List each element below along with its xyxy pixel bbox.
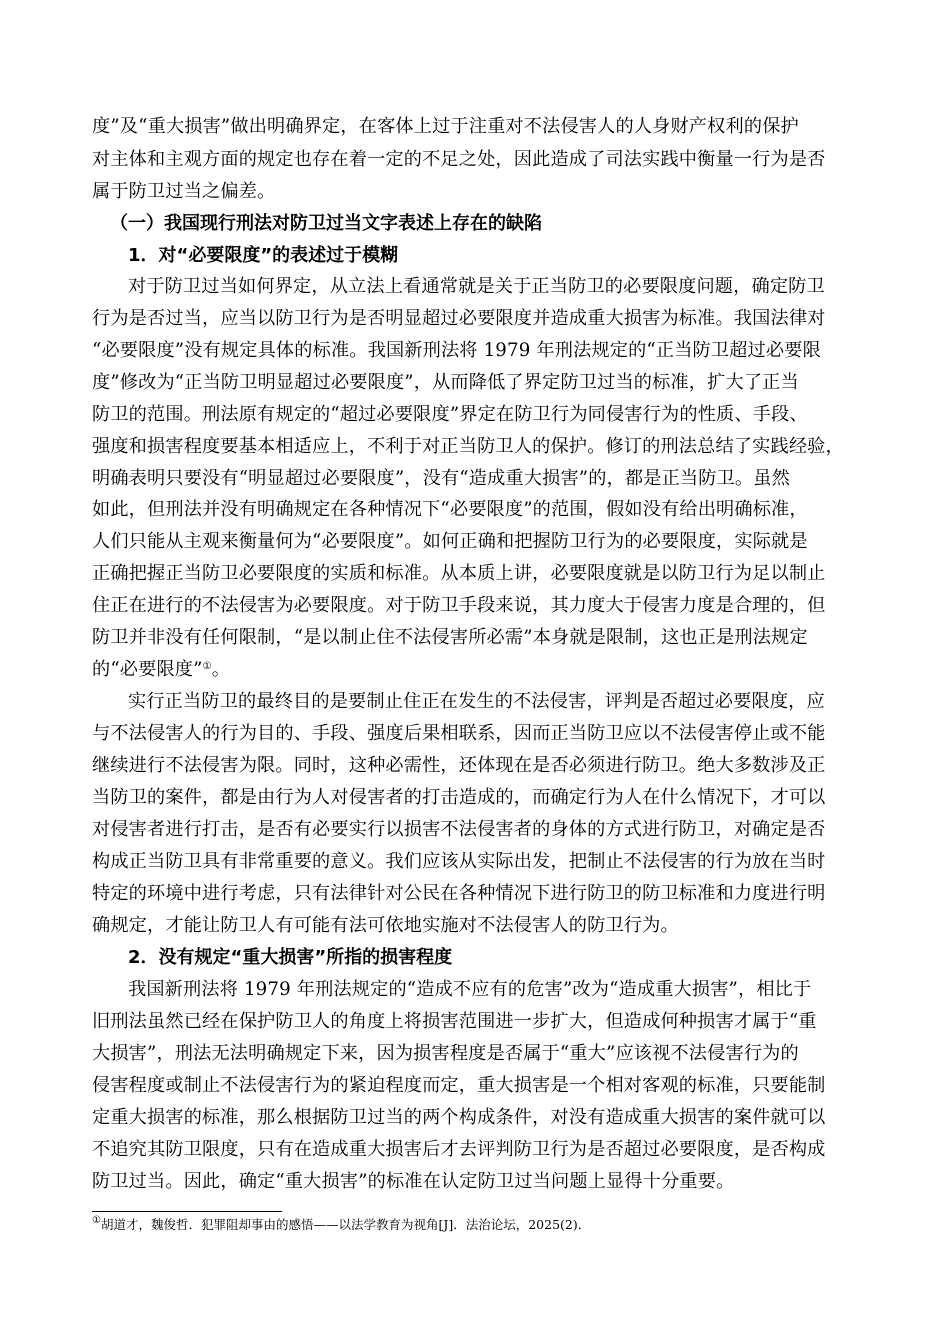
- subsection-heading: 2．没有规定“重大损害”所指的损害程度: [128, 947, 453, 968]
- body-text-line: 定重大损害的标准，那么根据防卫过当的两个构成条件，对没有造成重大损害的案件就可以: [92, 1107, 826, 1128]
- body-text-line: 防卫的范围。刑法原有规定的“超过必要限度”界定在防卫行为同侵害行为的性质、手段、: [92, 404, 808, 425]
- body-text-line: 构成正当防卫具有非常重要的意义。我们应该从实际出发，把制止不法侵害的行为放在当时: [92, 851, 826, 872]
- body-text-line: 特定的环境中进行考虑，只有法律针对公民在各种情况下进行防卫的防卫标准和力度进行明: [92, 883, 826, 904]
- body-text-line: 大损害”，刑法无法明确规定下来，因为损害程度是否属于“重大”应该视不法侵害行为的: [92, 1043, 799, 1064]
- subsection-heading: 1．对“必要限度”的表述过于模糊: [128, 245, 399, 266]
- body-text-line: 我国新刑法将 1979 年刑法规定的“造成不应有的危害”改为“造成重大损害”，相比于: [128, 979, 812, 1000]
- body-text-line: 对侵害者进行打击，是否有必要实行以损害不法侵害者的身体的方式进行防卫，对确定是否: [92, 819, 826, 840]
- section-heading: （一）我国现行刑法对防卫过当文字表述上存在的缺陷: [110, 213, 542, 234]
- footnote-separator: [92, 1211, 282, 1212]
- body-text-line: 与不法侵害人的行为目的、手段、强度后果相联系，因而正当防卫应以不法侵害停止或不能: [92, 723, 826, 744]
- body-text-line: 如此，但刑法并没有明确规定在各种情况下“必要限度”的范围，假如没有给出明确标准，: [92, 499, 808, 520]
- body-text-line: 旧刑法虽然已经在保护防卫人的角度上将损害范围进一步扩大，但造成何种损害才属于“重: [92, 1011, 817, 1032]
- body-text-line: 属于防卫过当之偏差。: [92, 181, 276, 202]
- body-text-segment: 的“必要限度”: [92, 659, 203, 680]
- body-text-line: 确规定，才能让防卫人有可能有法可依地实施对不法侵害人的防卫行为。: [92, 915, 679, 936]
- body-text-line: 当防卫的案件，都是由行为人对侵害者的打击造成的，而确定行为人在什么情况下，才可以: [92, 787, 826, 808]
- body-text-segment: 。: [211, 659, 231, 680]
- body-text-line: 度”修改为“正当防卫明显超过必要限度”，从而降低了界定防卫过当的标准，扩大了正当: [92, 372, 799, 393]
- body-text-line: 实行正当防卫的最终目的是要制止住正在发生的不法侵害，评判是否超过必要限度，应: [128, 691, 825, 712]
- body-text-line: 对于防卫过当如何界定，从立法上看通常就是关于正当防卫的必要限度问题，确定防卫: [128, 276, 825, 297]
- footnote-marker: ①: [92, 1215, 101, 1226]
- body-text-line: [92, 657, 870, 683]
- body-text-line: 侵害程度或制止不法侵害行为的紧迫程度而定，重大损害是一个相对客观的标准，只要能制: [92, 1075, 826, 1096]
- footnote-reference[interactable]: ①: [202, 661, 212, 672]
- body-text-line: 不追究其防卫限度，只有在造成重大损害后才去评判防卫行为是否超过必要限度，是否构成: [92, 1139, 826, 1160]
- body-text-line: “必要限度”没有规定具体的标准。我国新刑法将 1979 年刑法规定的“正当防卫超过必要限: [92, 340, 821, 361]
- body-text-line: 度”及“重大损害”做出明确界定，在客体上过于注重对不法侵害人的人身财产权利的保护: [92, 116, 799, 137]
- body-text-line: 防卫过当。因此，确定“重大损害”的标准在认定防卫过当问题上显得十分重要。: [92, 1171, 735, 1192]
- body-text-line: 住正在进行的不法侵害为必要限度。对于防卫手段来说，其力度大于侵害力度是合理的，但: [92, 595, 826, 616]
- footnote-text: 胡道才，魏俊哲．犯罪阻却事由的感悟——以法学教育为视角[J]．法治论坛，2025(2)．: [100, 1217, 591, 1232]
- body-text-line: 明确表明只要没有“明显超过必要限度”，没有“造成重大损害”的，都是正当防卫。虽然: [92, 468, 790, 489]
- body-text-line: 对主体和主观方面的规定也存在着一定的不足之处，因此造成了司法实践中衡量一行为是否: [92, 149, 826, 170]
- footnote: [92, 1216, 590, 1234]
- body-text-line: 行为是否过当，应当以防卫行为是否明显超过必要限度并造成重大损害为标准。我国法律对: [92, 308, 826, 329]
- body-text-line: 强度和损害程度要基本相适应上，不利于对正当防卫人的保护。修订的刑法总结了实践经验，: [92, 436, 844, 457]
- body-text-line: 防卫并非没有任何限制，“是以制止住不法侵害所必需”本身就是限制，这也正是刑法规定: [92, 627, 808, 648]
- body-text-line: 正确把握正当防卫必要限度的实质和标准。从本质上讲，必要限度就是以防卫行为足以制止: [92, 563, 826, 584]
- body-text-line: 人们只能从主观来衡量何为“必要限度”。如何正确和把握防卫行为的必要限度，实际就是: [92, 531, 808, 552]
- body-text-line: 继续进行不法侵害为限。同时，这种必需性，还体现在是否必须进行防卫。绝大多数涉及正: [92, 755, 826, 776]
